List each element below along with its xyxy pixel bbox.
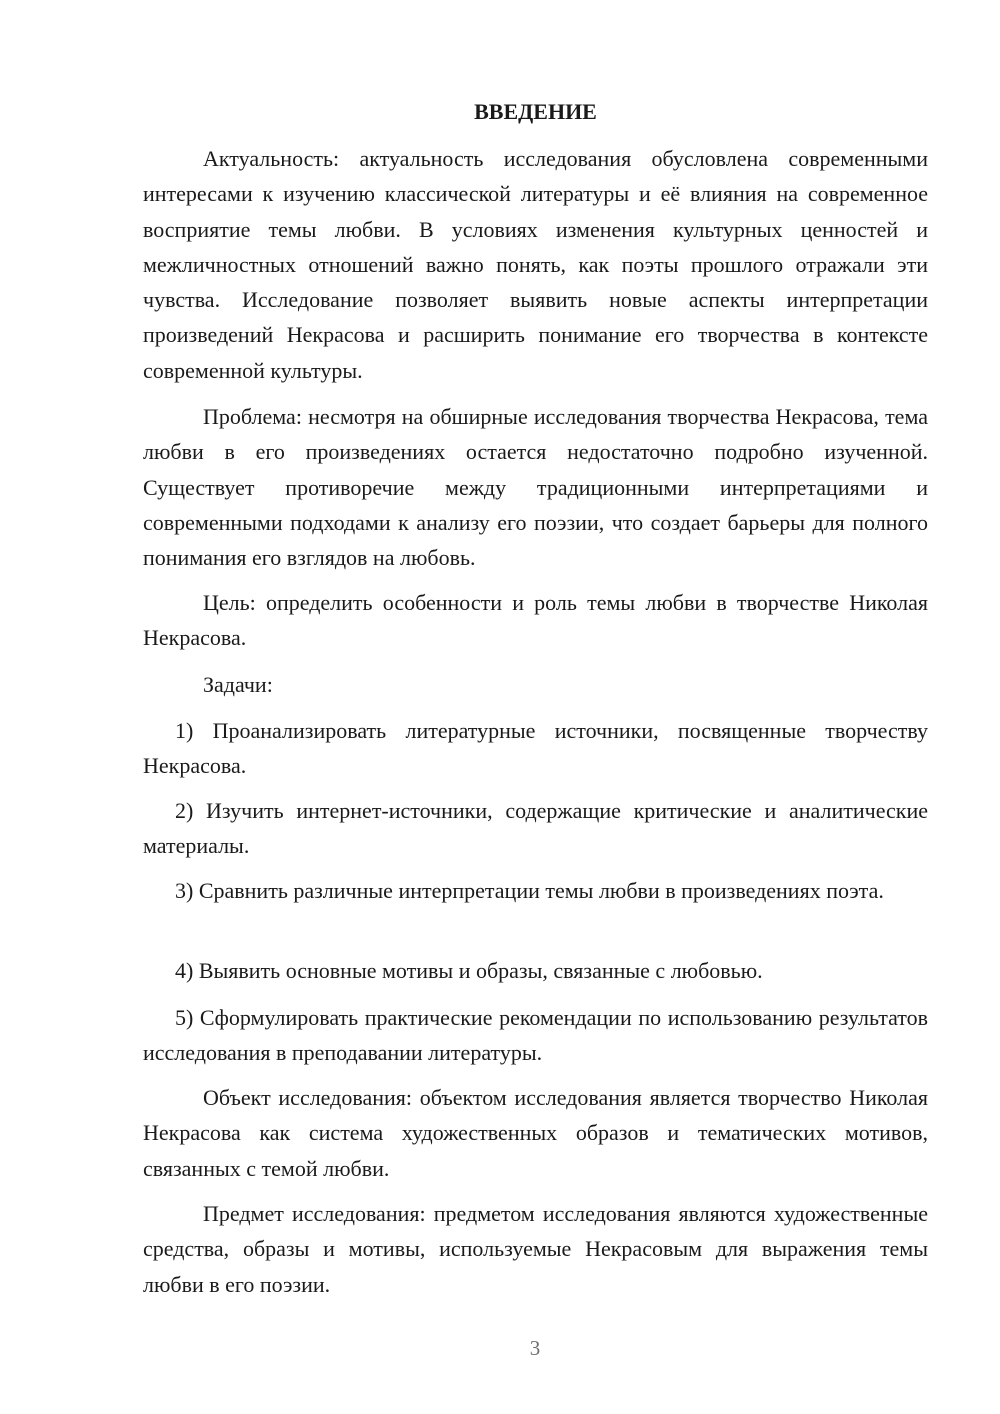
page-title: ВВЕДЕНИЕ <box>474 99 597 124</box>
goal-paragraph: Цель: определить особенности и роль темы любви в творчестве Николая Некрасова. <box>143 590 928 651</box>
list-item: 1) Проанализировать литературные источники, посвященные творчеству Некрасова. <box>143 718 928 779</box>
list-item: 2) Изучить интернет-источники, содержащие критические и аналитические материалы. <box>143 798 928 859</box>
object-paragraph: Объект исследования: объектом исследования является творчество Николая Некрасова как система художественных образов и тематических мотивов, связанных с темой любви. <box>143 1085 928 1181</box>
page-number: 3 <box>529 1336 541 1360</box>
relevance-paragraph: Актуальность: актуальность исследования обусловлена современными интересами к изучению классической литературы и её влияния на современное восприятие темы любви. В условиях изменения культурных ценностей и межличностных отношений важно понять, как поэты прошлого отражали эти чувства. Исследование позволяет выявить новые аспекты интерпретации произведений Некрасова и расширить понимание его творчества в контексте современной культуры. <box>143 146 928 383</box>
list-item: 3) Сравнить различные интерпретации темы любви в произведениях поэта. <box>175 878 884 903</box>
subject-paragraph: Предмет исследования: предметом исследования являются художественные средства, образы и мотивы, используемые Некрасовым для выражения темы любви в его поэзии. <box>143 1201 928 1297</box>
list-item: 4) Выявить основные мотивы и образы, связанные с любовью. <box>175 958 763 983</box>
tasks-label: Задачи: <box>203 672 273 697</box>
problem-paragraph: Проблема: несмотря на обширные исследования творчества Некрасова, тема любви в его произведениях остается недостаточно подробно изученной. Существует противоречие между традиционными интерпретациями и современными подходами к анализу его поэзии, что создает барьеры для полного понимания его взглядов на любовь. <box>143 404 928 571</box>
list-item: 5) Сформулировать практические рекомендации по использованию результатов исследования в преподавании литературы. <box>143 1005 928 1066</box>
